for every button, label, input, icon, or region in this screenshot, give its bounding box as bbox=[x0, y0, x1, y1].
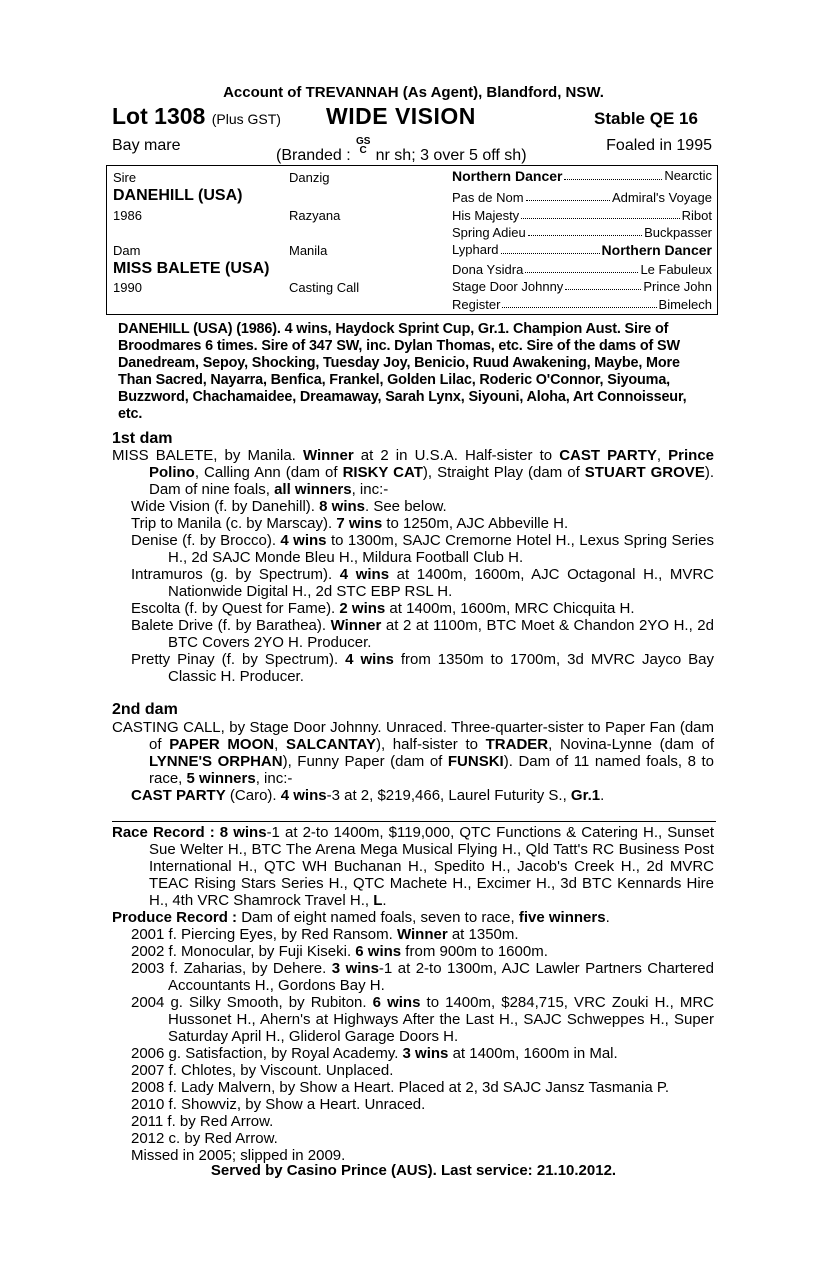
vendor-line: Account of TREVANNAH (As Agent), Blandford, NSW. bbox=[223, 84, 604, 101]
grandsire-4: Casting Call bbox=[289, 280, 360, 295]
ancestor-row: His Majesty Ribot bbox=[452, 208, 712, 223]
first-dam-progeny-2: Trip to Manila (c. by Marscay). 7 wins to 1250m, AJC Abbeville H. bbox=[131, 515, 569, 532]
first-dam-progeny-6: Balete Drive (f. by Barathea). Winner at 2 at 1100m, BTC Moet & Chandon 2YO H., 2d BTC Covers 2YO H. Producer. bbox=[131, 617, 714, 651]
first-dam-progeny-1: Wide Vision (f. by Danehill). 8 wins. See below. bbox=[131, 498, 447, 515]
produce-entry: 2007 f. Chlotes, by Viscount. Unplaced. bbox=[131, 1062, 394, 1079]
race-record: Race Record : 8 wins-1 at 2-to 1400m, $119,000, QTC Functions & Catering H., Sunset Sue Welter H., BTC The Arena Mega Musical Flying H., Qld Tatt's RC Business Post International H., QTC WH Buchanan H., Spedito H., Jacob's Creek H., 2d MVRC TEAC Rising Stars Series H., QTC Machete H., Excimer H., 3d BTC Kennards Hire H., 4th VRC Shamrock Travel H., L. bbox=[112, 824, 714, 909]
sire-year: 1986 bbox=[113, 208, 142, 223]
lot-number bbox=[112, 103, 281, 130]
first-dam-intro: MISS BALETE, by Manila. Winner at 2 in U.S.A. Half-sister to CAST PARTY, Prince Polino, Calling Ann (dam of RISKY CAT), Straight Play (dam of STUART GROVE). Dam of nine foals, all winners, inc:- bbox=[112, 447, 714, 498]
second-dam-progeny-1: CAST PARTY (Caro). 4 wins-3 at 2, $219,466, Laurel Futurity S., Gr.1. bbox=[131, 787, 605, 804]
first-dam-progeny-7: Pretty Pinay (f. by Spectrum). 4 wins from 1350m to 1700m, 3d MVRC Jayco Bay Classic H. Producer. bbox=[131, 651, 714, 685]
second-dam-heading: 2nd dam bbox=[112, 701, 178, 718]
grandsire-3: Manila bbox=[289, 243, 328, 258]
produce-entry: 2008 f. Lady Malvern, by Show a Heart. Placed at 2, 3d SAJC Jansz Tasmania P. bbox=[131, 1079, 670, 1096]
brand-mark-top: GS bbox=[355, 136, 371, 147]
sire-label: Sire bbox=[113, 170, 137, 185]
first-dam-progeny-5: Escolta (f. by Quest for Fame). 2 wins at 1400m, 1600m, MRC Chicquita H. bbox=[131, 600, 635, 617]
dam-year: 1990 bbox=[113, 280, 142, 295]
produce-entry: 2004 g. Silky Smooth, by Rubiton. 6 wins to 1400m, $284,715, VRC Zouki H., MRC Hussonet H., Ahern's at Highways After the Last H., SAJC Schweppes H., Super Saturday April H., Gliderol Garage Doors H. bbox=[131, 994, 714, 1045]
first-dam-progeny-3: Denise (f. by Brocco). 4 wins to 1300m, SAJC Cremorne Hotel H., Lexus Spring Series H., 2d SAJC Monde Bleu H., Mildura Football Club H. bbox=[131, 532, 714, 566]
produce-entry: 2002 f. Monocular, by Fuji Kiseki. 6 wins from 900m to 1600m. bbox=[131, 943, 548, 960]
produce-entry: 2011 f. by Red Arrow. bbox=[131, 1113, 274, 1130]
dam-name: MISS BALETE (USA) bbox=[113, 260, 270, 277]
stable-code: Stable QE 16 bbox=[594, 109, 698, 128]
foaled-year: Foaled in 1995 bbox=[606, 137, 712, 154]
grandsire-1: Danzig bbox=[289, 170, 330, 185]
grandsire-2: Razyana bbox=[289, 208, 341, 223]
ancestor-row: Spring Adieu Buckpasser bbox=[452, 225, 712, 240]
second-dam-intro: CASTING CALL, by Stage Door Johnny. Unraced. Three-quarter-sister to Paper Fan (dam of PAPER MOON, SALCANTAY), half-sister to TRADER, Novina-Lynne (dam of LYNNE'S ORPHAN), Funny Paper (dam of FUNSKI). Dam of 11 named foals, 8 to race, 5 winners, inc:- bbox=[112, 719, 715, 787]
pedigree-table bbox=[106, 165, 718, 315]
produce-entry: 2006 g. Satisfaction, by Royal Academy. 3 wins at 1400m, 1600m in Mal. bbox=[131, 1045, 618, 1062]
brand-mark bbox=[355, 137, 371, 155]
brand-suffix: nr sh; 3 over 5 off sh) bbox=[375, 147, 527, 164]
lot-label: Lot 1308 bbox=[112, 103, 206, 129]
ancestor-row: Lyphard Northern Dancer bbox=[452, 242, 712, 258]
produce-entry: 2010 f. Showviz, by Show a Heart. Unraced. bbox=[131, 1096, 426, 1113]
brand-prefix: (Branded : bbox=[276, 147, 351, 164]
produce-entry: 2012 c. by Red Arrow. bbox=[131, 1130, 278, 1147]
produce-entry: 2001 f. Piercing Eyes, by Red Ransom. Winner at 1350m. bbox=[131, 926, 519, 943]
brand-info bbox=[276, 137, 527, 165]
first-dam-progeny-4: Intramuros (g. by Spectrum). 4 wins at 1400m, 1600m, AJC Octagonal H., MVRC Nationwide Digital H., 2d STC EBP RSL H. bbox=[131, 566, 714, 600]
ancestor-row: Pas de Nom Admiral's Voyage bbox=[452, 190, 712, 205]
brand-mark-bottom: C bbox=[359, 145, 367, 156]
produce-record-intro: Produce Record : Dam of eight named foals, seven to race, five winners. bbox=[112, 909, 610, 926]
dam-label: Dam bbox=[113, 243, 141, 258]
horse-sex: Bay mare bbox=[112, 137, 181, 154]
ancestor-row: Northern Dancer Nearctic bbox=[452, 168, 712, 184]
served-note: Served by Casino Prince (AUS). Last service: 21.10.2012. bbox=[210, 1162, 617, 1179]
ancestor-row: Register Bimelech bbox=[452, 297, 712, 312]
ancestor-row: Dona Ysidra Le Fabuleux bbox=[452, 262, 712, 277]
produce-entry: Missed in 2005; slipped in 2009. bbox=[131, 1147, 346, 1164]
horse-name: WIDE VISION bbox=[326, 103, 476, 129]
produce-entry: 2003 f. Zaharias, by Dehere. 3 wins-1 at 2-to 1300m, AJC Lawler Partners Chartered Accountants H., Gordons Bay H. bbox=[131, 960, 714, 994]
first-dam-heading: 1st dam bbox=[112, 430, 173, 447]
ancestor-row: Stage Door Johnny Prince John bbox=[452, 279, 712, 294]
sire-name: DANEHILL (USA) bbox=[113, 187, 243, 204]
gst-note: (Plus GST) bbox=[211, 111, 281, 127]
section-divider bbox=[112, 821, 716, 822]
sire-summary: DANEHILL (USA) (1986). 4 wins, Haydock Sprint Cup, Gr.1. Champion Aust. Sire of Broodmares 6 times. Sire of 347 SW, inc. Dylan Thomas, etc. Sire of the dams of SW Danedream, Sepoy, Shocking, Tuesday Joy, Benicio, Ruud Awakening, Maybe, More Than Sacred, Nayarra, Benfica, Frankel, Golden Lilac, Roderic O'Connor, Siyouma, Buzzword, Chachamaidee, Dreamaway, Sarah Lynx, Siyouni, Aloha, Art Connoisseur, etc. bbox=[118, 321, 687, 422]
